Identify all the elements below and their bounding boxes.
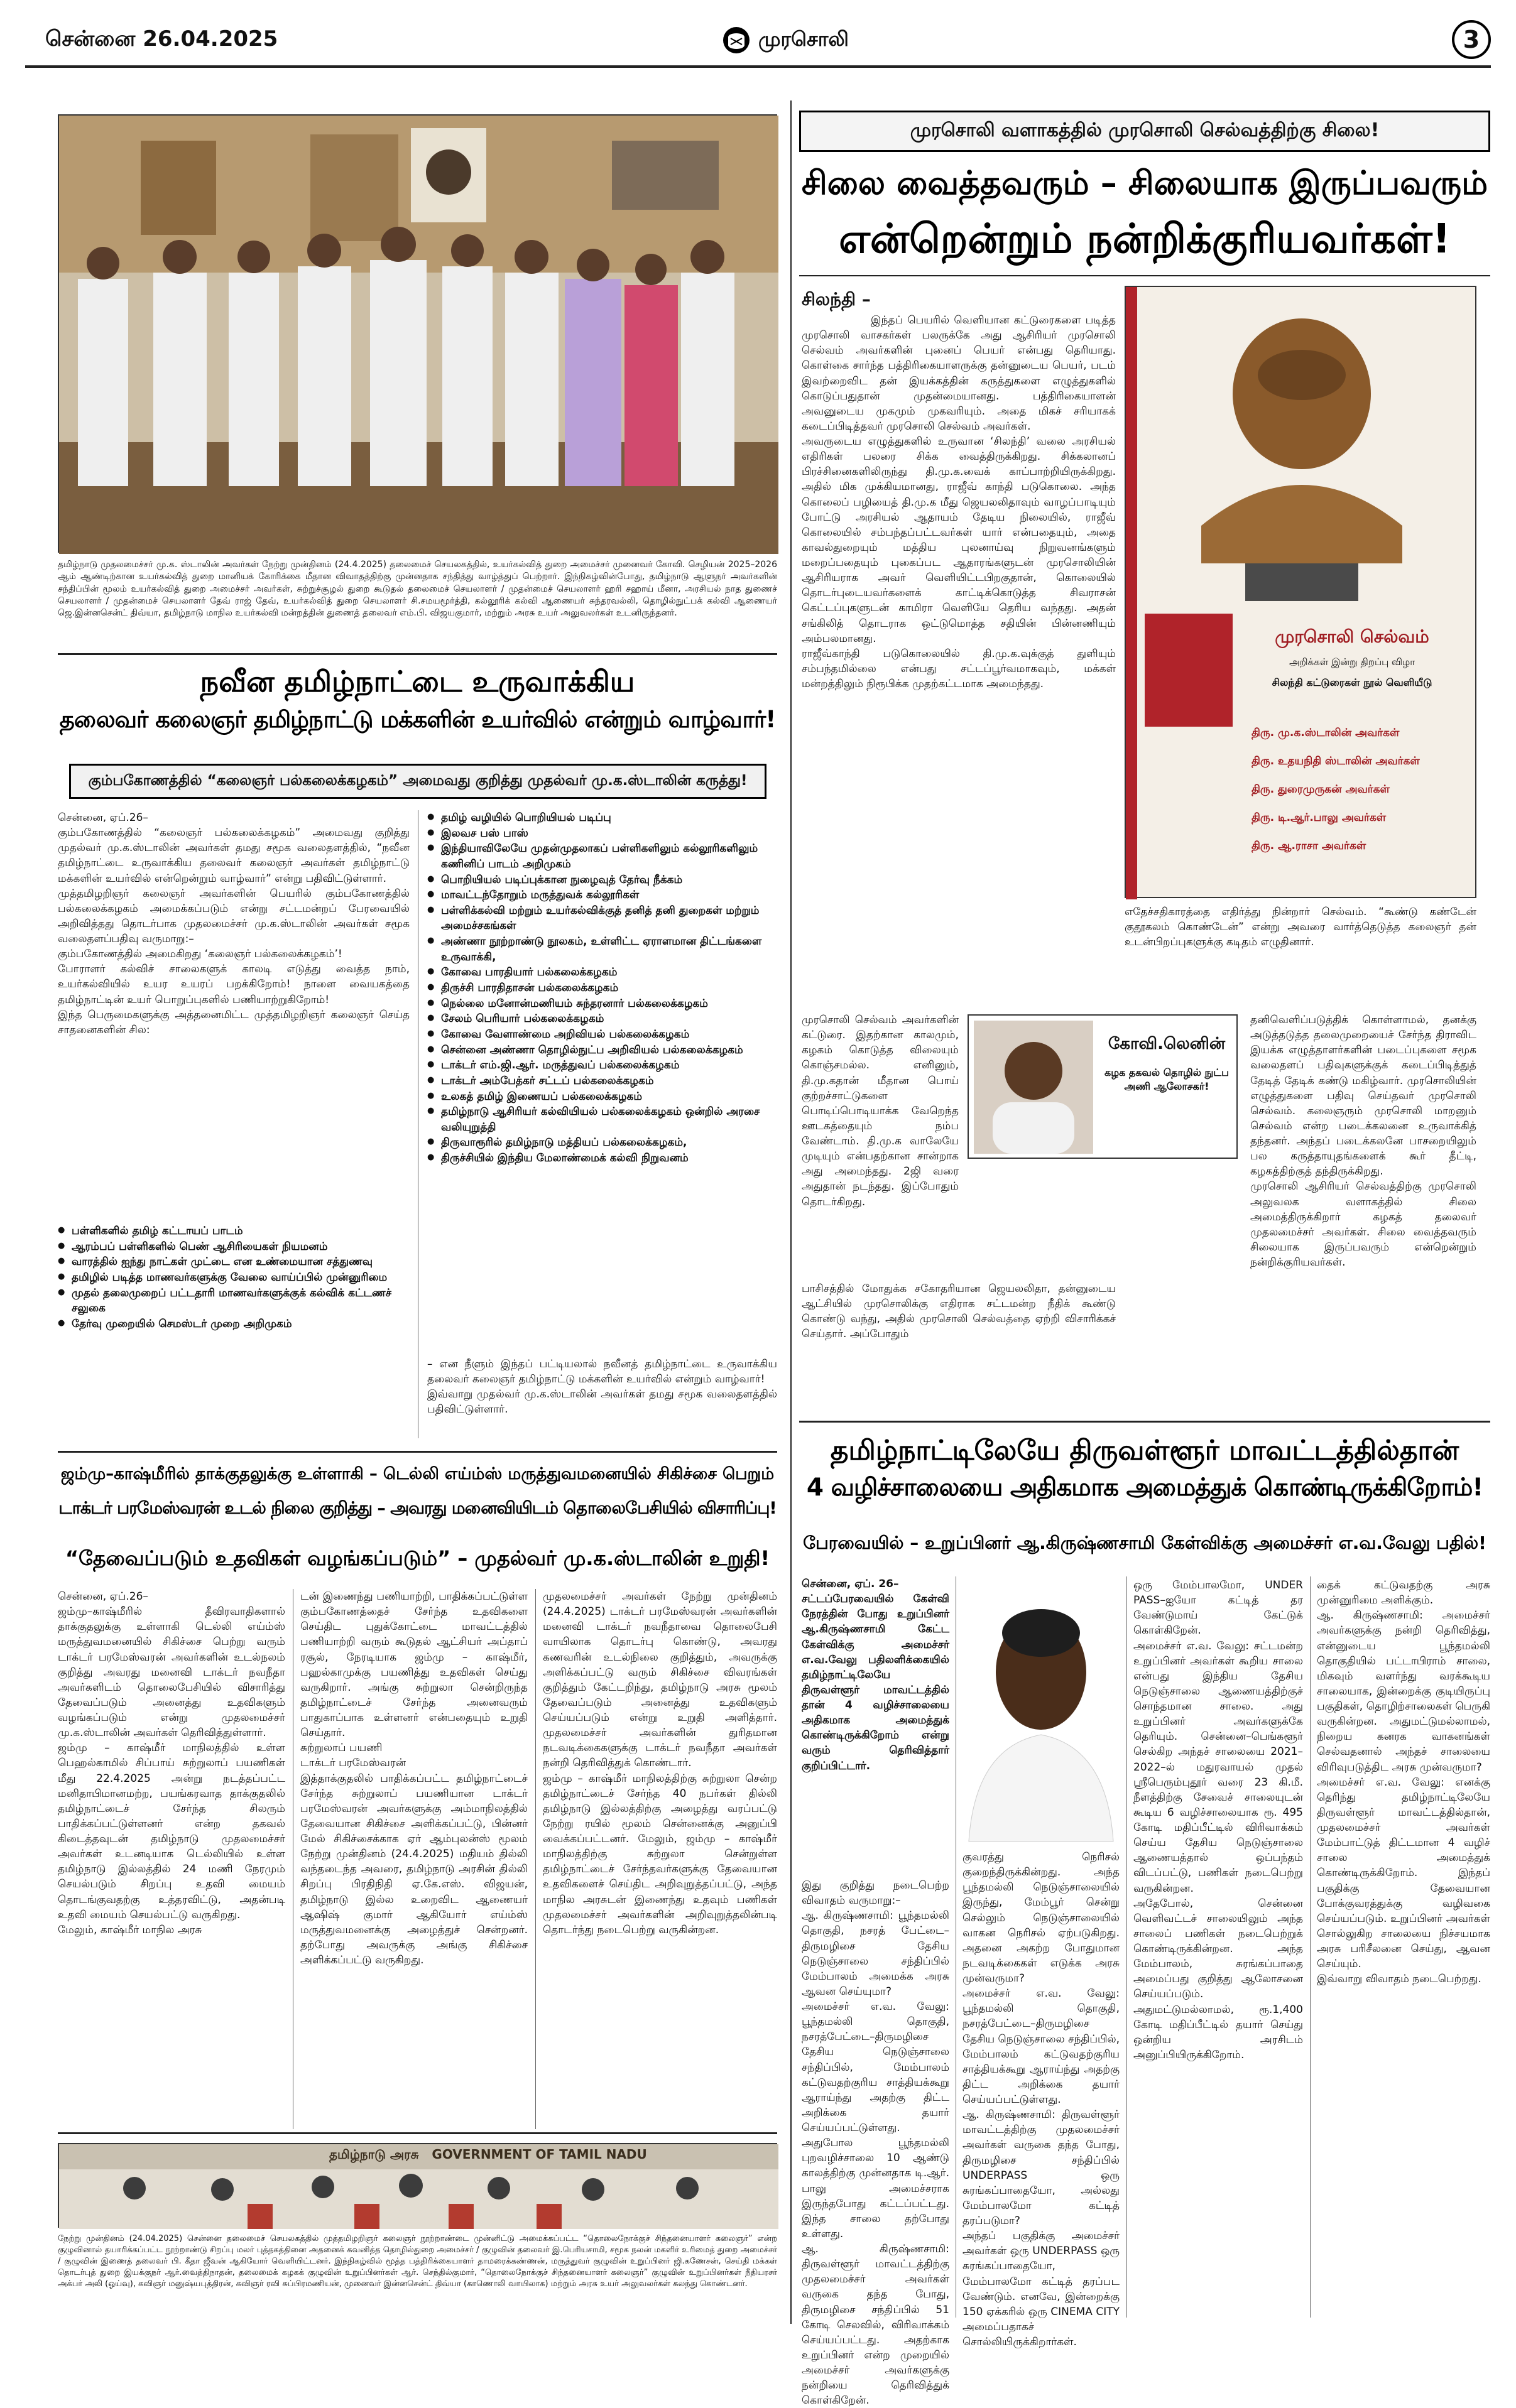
masthead-date: சென்னை 26.04.2025 bbox=[45, 26, 278, 52]
statue-banner bbox=[799, 111, 1490, 152]
list-item: ● முதல் தலைமுறைப் பட்டதாரி மாணவர்களுக்குக் கல்விக் கட்டணச் சலுகை bbox=[58, 1286, 410, 1316]
university-deck-text: கும்பகோணத்தில் “கலைஞர் பல்கலைக்கழகம்” அமைவது குறித்து முதல்வர் மு.க.ஸ்டாலின் கருத்து! bbox=[88, 772, 748, 789]
masthead-rule bbox=[25, 65, 1491, 68]
list-item: ● சென்னை அண்ணா தொழில்நுட்ப அறிவியல் பல்கலைக்கழகம் bbox=[427, 1043, 777, 1058]
highway-headline: 4 வழிச்சாலையை அதிகமாக அமைத்துக் கொண்டிருக்கிறோம்! bbox=[806, 1473, 1483, 1502]
section-rule bbox=[799, 275, 1490, 276]
health-column-3: முதலமைச்சர் அவர்கள் நேற்று முன்தினம் (24.4.2025) டாக்டர் பரமேஸ்வரன் அவர்களின் மனைவி டாக்டர் நவநீதாவை தொலைபேசி வாயிலாக தொடர்பு கொண்டு, அவரது கணவரின் உடல்நிலை குறித்தும், அவருக்கு அளிக்கப்பட்டு வரும் சிகிச்சை விவரங்கள் குறித்தும் கேட்டறிந்து, தமிழ்நாடு அரசு மூலம் தேவைப்படும் அனைத்து உதவிகளும் செய்யப்படும் என்று உறுதி அளித்தார். முதலமைச்சர் அவர்களின் துரிதமான நடவடிக்கைகளுக்கு டாக்டர் நவநீதா அவர்கள் நன்றி தெரிவித்துக் கொண்டார். ஜம்மு – காஷ்மீர் மாநிலத்திற்கு சுற்றுலா சென்ற தமிழ்நாட்டைச் சேர்ந்த 40 நபர்கள் தில்லி தமிழ்நாடு இல்லத்திற்கு அழைத்து வரப்பட்டு நேற்று ரயில் மூலம் சென்னைக்கு அனுப்பி வைக்கப்பட்டனர். மேலும், ஜம்மு – காஷ்மீர் மாநிலத்திற்கு சுற்றுலா சென்றுள்ள தமிழ்நாட்டைச் சேர்ந்தவர்களுக்கு தேவையான உதவிகளைச் செய்திட அறிவுறுத்தப்பட்டு, அந்த மாநில அரசுடன் இணைந்து உதவும் பணிகள் முதலமைச்சர் அவர்களின் அறிவுறுத்தலின்படி தொடர்ந்து நடைபெற்று வருகின்றன. bbox=[543, 1590, 777, 1936]
list-item: ● வாரத்தில் ஐந்து நாட்கள் முட்டை என உண்மையான சத்துணவு bbox=[58, 1254, 410, 1270]
minister-portrait-image bbox=[962, 1578, 1120, 1841]
list-item: ● தமிழில் படித்த மாணவர்களுக்கு வேலை வாய்ப்பில் முன்னுரிமை bbox=[58, 1270, 410, 1286]
statue-bust-image bbox=[1164, 300, 1440, 601]
section-rule bbox=[58, 1451, 777, 1453]
list-item: ● டாக்டர் எம்.ஜி.ஆர். மருத்துவப் பல்கலைக்கழகம் bbox=[427, 1058, 777, 1073]
list-item: ● டாக்டர் அம்பேத்கர் சட்டப் பல்கலைக்கழகம் bbox=[427, 1073, 777, 1089]
university-column-2-tail: – என நீளும் இந்தப் பட்டியலால் நவீனத் தமிழ்நாட்டை உருவாக்கிய தலைவர் கலைஞர் தமிழ்நாட்டு மக்களின் உயர்வில் என்றும் வாழ்வார்! இவ்வாறு முதல்வர் மு.க.ஸ்டாலின் அவர்கள் தமது சமூக வலைதளத்தில் பதிவிட்டுள்ளார். bbox=[427, 1358, 777, 1416]
author-name: கோவி.லெனின் bbox=[1108, 1034, 1226, 1053]
author-title: கழக தகவல் தொழில் நுட்ப அணி ஆலோசகர்! bbox=[1104, 1066, 1230, 1093]
statue-body-split: முரசொலி செல்வம் அவர்களின் கட்டுரை. இதற்கான காலமும், கழகம் கொடுத்த விலையும் கொஞ்சமல்ல. எனினும், தி.மு.கதான் மீதான பொய் குற்றச்சாட்டுகளை பொடிப்பொடியாக்க வேறெந்த ஊடகத்தையும் நம்ப வேண்டாம். தி.மு.க வாலேயே முடியும் என்பதற்கான சான்றாக அது அமைந்தது. 2ஜி வரை அதுதான் நடந்தது. இப்போதும் தொடர்கிறது. bbox=[802, 1014, 959, 1208]
poster-person-3: திரு. துரைமுருகன் அவர்கள் bbox=[1252, 783, 1390, 796]
highway-kicker: தமிழ்நாட்டிலேயே திருவள்ளூர் மாவட்டத்தில்தான் bbox=[830, 1434, 1459, 1467]
university-deck bbox=[69, 764, 766, 799]
list-item: ● இலவச பஸ் பாஸ் bbox=[427, 826, 777, 842]
poster-person-2: திரு. உதயநிதி ஸ்டாலின் அவர்கள் bbox=[1252, 755, 1420, 767]
list-item: ● பொறியியல் படிப்புக்கான நுழைவுத் தேர்வு நீக்கம் bbox=[427, 872, 777, 888]
poster-person-1: திரு. மு.க.ஸ்டாலின் அவர்கள் bbox=[1252, 727, 1400, 739]
page-divider bbox=[790, 100, 792, 2324]
section-rule bbox=[58, 2132, 777, 2134]
statue-headline-line-1: சிலை வைத்தவரும் – சிலையாக இருப்பவரும் bbox=[801, 165, 1488, 202]
list-item: ● திருச்சியில் இந்திய மேலாண்மைக் கல்வி நிறுவனம் bbox=[427, 1151, 777, 1166]
list-item: ● கோவை வேளாண்மை அறிவியல் பல்கலைக்கழகம் bbox=[427, 1027, 777, 1043]
masthead-center bbox=[685, 23, 886, 58]
poster-left-band bbox=[1126, 287, 1137, 899]
statue-poster bbox=[1125, 286, 1476, 898]
office-scene-image bbox=[59, 116, 778, 554]
column-divider bbox=[1126, 1576, 1127, 2318]
list-item: ● மாவட்டந்தோறும் மருத்துவக் கல்லூரிகள் bbox=[427, 887, 777, 903]
list-item: ● பள்ளிகளில் தமிழ் கட்டாயப் பாடம் bbox=[58, 1223, 410, 1239]
government-banner-text: தமிழ்நாடு அரசு GOVERNMENT OF TAMIL NADU bbox=[329, 2147, 647, 2162]
list-item: ● நெல்லை மனோன்மணியம் சுந்தரனார் பல்கலைக்கழகம் bbox=[427, 996, 777, 1012]
statue-body-1: இந்தப் பெயரில் வெளியான கட்டுரைகளை படித்த முரசொலி வாசகர்கள் பலருக்கே அது ஆசிரியர் முரசொலி செல்வம் அவர்களின் புனைப் பெயர் என்பது தெரியாது. கொள்கை சார்ந்த பத்திரிகையாளருக்கு தன்னுடைய பெயர், படம் இவற்றைவிட தன் இயக்கத்தின் கருத்துகளை எழுத்துகளில் கொடுப்பதுதான் முதன்மையானது. பத்திரிகையாளன் அவனுடைய முகமும் முகவரியும். அதை மிகச் சரியாகக் கடைப்பிடித்தவர் முரசொலி செல்வம் அவர்கள். அவருடைய எழுத்துகளில் உருவான ‘சிலந்தி’ வலை அரசியல் எதிரிகள் பலரை சிக்க வைத்திருக்கிறது. சிக்கலானப் பிரச்சினைகளிலிருந்து தி.மு.க.வைக் காப்பாற்றியிருக்கிறது. அதில் மிக முக்கியமானது, ராஜீவ் காந்தி படுகொலை. அந்த கொலைப் பழியைத் தி.மு.க மீது ஜெயலலிதாவும் வாழப்பாடியும் போட்டு அரசியல் ஆதாயம் தேடிய நிலையில், ராஜீவ் கொலையில் சம்பந்தப்பட்டவர்கள் யார் என்பதையும், அதை காவல்துறையும் மத்திய புலனாய்வு நிறுவனங்களும் மறைப்பதையும் புகைப்பட ஆதாரங்களுடன் முரசொலியின் ஆசிரியராக அவர் வெளியிட்டபிறகுதான், கொலையில் தொடர்புடையவர்களைக் காட்டிக்கொடுத்த சிவராசன் கெட்டப்புகளுடன் காமிரா வெளியே தெரிய வந்தது. அதன் சங்கிலித் தொடராக ஒட்டுமொத்த சதியின் பின்னணியும் அம்பலமானது. ராஜீவ்காந்தி படுகொலையில் தி.மு.க.வுக்குத் துளியும் சம்பந்தமில்லை என்பது சட்டப்பூர்வமாகவும், மக்கள் மன்றத்திலும் நிரூபிக்க முதற்கட்டமாக அமைந்தது. bbox=[802, 314, 1116, 690]
university-headline: தலைவர் கலைஞர் தமிழ்நாட்டு மக்களின் உயர்வில் என்றும் வாழ்வார்! bbox=[59, 706, 776, 733]
list-item: ● பள்ளிக்கல்வி மற்றும் உயர்கல்விக்குத் தனித் தனி துறைகள் மற்றும் அமைச்சகங்கள் bbox=[427, 903, 777, 934]
list-item: ● இந்தியாவிலேயே முதன்முதலாகப் பள்ளிகளிலும் கல்லூரிகளிலும் கணினிப் பாடம் அறிமுகம் bbox=[427, 841, 777, 872]
highway-column-2: குவரத்து நெரிசல் குறைந்திருக்கின்றது. அந்த பூந்தமல்லி நெடுஞ்சாலையில் இருந்து, மேம்பூர் சென்று செல்லும் நெடுஞ்சாலையில் வாகன நெரிசல் ஏற்படுகிறது. அதனை அகற்ற போதுமான நடவடிக்கைகள் எடுக்க அரசு முன்வருமா? அமைச்சர் எ.வ. வேலு: பூந்தமல்லி தொகுதி, நசரத்பேட்டை–திருமழிசை தேசிய நெடுஞ்சாலை சந்திப்பில், மேம்பாலம் கட்டுவதற்குரிய சாத்தியக்கூறு ஆராய்ந்து அதற்கு திட்ட அறிக்கை தயார் செய்யப்பட்டுள்ளது. ஆ. கிருஷ்ணசாமி: திருவள்ளூர் மாவட்டத்திற்கு முதலமைச்சர் அவர்கள் வருகை தந்த போது, திருமழிசை சந்திப்பில் UNDERPASS ஒரு சுரங்கப்பாதையோ, அல்லது மேம்பாலமோ கட்டித் தரப்படுமா? அந்தப் பகுதிக்கு அமைச்சர் அவர்கள் ஒரு UNDERPASS ஒரு சுரங்கப்பாதையோ, மேம்பாலமோ கட்டித் தரப்பட வேண்டும். எனவே, இன்றைக்கு 150 ஏக்கரில் ஒரு CINEMA CITY அமைப்பதாகச் சொல்லியிருக்கிறார்கள். bbox=[962, 1851, 1120, 2348]
poster-person-5: திரு. ஆ.ராசா அவர்கள் bbox=[1252, 840, 1366, 852]
masthead-paper-name: முரசொலி bbox=[758, 27, 849, 51]
statue-banner-text: முரசொலி வளாகத்தில் முரசொலி செல்வத்திற்கு சிலை! bbox=[910, 119, 1380, 141]
highway-column-1: இது குறித்து நடைபெற்ற விவாதம் வருமாறு:– ஆ. கிருஷ்ணசாமி: பூந்தமல்லி தொகுதி, நசரத் பேட்டை–திருமழிசை தேசிய நெடுஞ்சாலை சந்திப்பில் மேம்பாலம் அமைக்க அரசு ஆவன செய்யுமா? அமைச்சர் எ.வ. வேலு: பூந்தமல்லி தொகுதி, நசரத்பேட்டை–திருமழிசை தேசிய நெடுஞ்சாலை சந்திப்பில், மேம்பாலம் கட்டுவதற்குரிய சாத்தியக்கூறு ஆராய்ந்து அதற்கு திட்ட அறிக்கை தயார் செய்யப்பட்டுள்ளது. அதுபோல பூந்தமல்லி புறவழிச்சாலை 10 ஆண்டு காலத்திற்கு முன்னதாக டி.ஆர். பாலு அமைச்சராக இருந்தபோது கட்டப்பட்டது. இந்த சாலை தற்போது உள்ளது. ஆ. கிருஷ்ணசாமி: திருவள்ளூர் மாவட்டத்திற்கு முதலமைச்சர் அவர்கள் வருகை தந்த போது, திருமழிசை சந்திப்பில் 51 கோடி செலவில், விரிவாக்கம் செய்யப்பட்டது. அதற்காக உறுப்பினர் என்ற முறையில் அமைச்சர் அவர்களுக்கு நன்றியை தெரிவித்துக் கொள்கிறேன். bbox=[802, 1879, 949, 2407]
book-release-photo-caption: நேற்று முன்தினம் (24.04.2025) சென்னை தலைமைச் செயலகத்தில் முத்தமிழறிஞர் கலைஞர் நூற்றாண்டை முன்னிட்டு அமைக்கப்பட்ட “தொலைநோக்குச் சிந்தனையாளர் கலைஞர்” என்ற குழுவினால் தயாரிக்கப்பட்ட நூற்றாண்டு சிறப்பு மலர் புத்தகத்தினை அதனைக் கவனித்த தொழில்துறை அமைச்சர் / குழுவின் தலைவர் இ.பெரியசாமி, சமூக நலன் மகளிர் உரிமைத் துறை அமைச்சர் / குழுவின் இணைத் தலைவர் பி. கீதா ஜீவன் ஆகியோர் வெளியிட்டனர். இந்நிகழ்வில் மூத்த பத்திரிக்கையாளர் தாமரைக்கண்ணன், மருத்துவர் குழுவின் உறுப்பினர் ஜி.கணேசன், செய்தி மக்கள் தொடர்புத் துறை இயக்குநர் ஆர்.வைத்திநாதன், தலைமைக் கழகக் குழுவின் உறுப்பினர்கள் ஆர். செந்தில்குமார், “தொலைநோக்குச் சிந்தனையாளர் கலைஞர்” குழுவின் உறுப்பினர்கள் நீதியரசர் அக்பர் அலி (ஓய்வு), கவிஞர் மனுஷ்யபுத்திரன், கவிஞர் ரவி சுப்பிரமணியன், முனைவர் இன்னசென்ட் திவ்யா (காணொலி வாயிலாக) மற்றும் அரசு உயர் அலுவலர்கள் கலந்து கொண்டனர். bbox=[58, 2234, 777, 2289]
poster-caption: எதேச்சதிகாரத்தை எதிர்த்து நின்றார் செல்வம். “கூண்டு கண்டேன் குதூகலம் கொண்டேன்” என்று அவரை வார்த்தெடுத்த கலைஞர் தன் உடன்பிறப்புகளுக்கு கடிதம் எழுதினார். bbox=[1125, 906, 1476, 949]
masthead bbox=[25, 18, 1491, 63]
author-inset bbox=[968, 1014, 1238, 1159]
list-item: ● அண்ணா நூற்றாண்டு நூலகம், உள்ளிட்ட ஏராளமான திட்டங்களை உருவாக்கி, bbox=[427, 934, 777, 965]
author-photo bbox=[974, 1021, 1093, 1154]
column-divider bbox=[1310, 1576, 1311, 2318]
poster-event-line: சிலந்தி கட்டுரைகள் நூல் வெளியீடு bbox=[1272, 676, 1432, 688]
poster-book-title: முரசொலி செல்வம் bbox=[1275, 626, 1429, 647]
list-item: ● தேர்வு முறையில் செமஸ்டர் முறை அறிமுகம் bbox=[58, 1316, 410, 1332]
university-kicker: நவீன தமிழ்நாட்டை உருவாக்கிய bbox=[200, 664, 635, 698]
highway-intro: சென்னை, ஏப். 26– சட்டப்பேரவையில் கேள்வி நேரத்தின் போது உறுப்பினர் ஆ.கிருஷ்ணசாமி கேட்ட கேள்விக்கு அமைச்சர் எ.வ.வேலு பதிலளிக்கையில் தமிழ்நாட்டிலேயே திருவள்ளூர் மாவட்டத்தில் தான் 4 வழிச்சாலையை அதிகமாக அமைத்துக் கொண்டிருக்கிறோம் என்று வரும் தெரிவித்தார் குறிப்பிட்டார். bbox=[802, 1578, 949, 1772]
statue-byline: சிலந்தி – bbox=[802, 289, 871, 310]
column-divider bbox=[535, 1589, 536, 2129]
page-number-badge bbox=[1452, 20, 1491, 59]
list-item: ● தமிழ்நாடு ஆசிரியர் கல்வியியல் பல்கலைக்கழகம் ஒன்றில் அரசை வலியுறுத்தி bbox=[427, 1104, 777, 1135]
university-bullets-col2 bbox=[427, 810, 777, 1166]
university-column-1: சென்னை, ஏப்.26– கும்பகோணத்தில் “கலைஞர் பல்கலைக்கழகம்” அமைவது குறித்து முதல்வர் மு.க.ஸ்டாலின் அவர்கள் தமது சமூக வலைதளத்தில், “நவீன தமிழ்நாட்டை உருவாக்கிய தலைவர் கலைஞர் அவர்கள் தமிழ்நாட்டு மக்களின் உயர்வில் என்றென்றும் வாழ்வார்” என்று பதிவிட்டுள்ளார். முத்தமிழறிஞர் கலைஞர் அவர்களின் பெயரில் கும்பகோணத்தில் பல்கலைக்கழகம் அமைக்கப்படும் என்று சட்டமன்றப் பேரவையில் அறிவித்தது தொடர்பாக முதலமைச்சர் மு.க.ஸ்டாலின் அவர்கள் சமூக வலைதளப்பதிவு வருமாறு:– கும்பகோணத்தில் அமைகிறது ‘கலைஞர் பல்கலைக்கழகம்’! போராளர் கல்விச் சாலைகளுக் காலடி எடுத்து வைத்த நாம், உயர்கல்வியில் உயர உயரப் பறக்கிறோம்! நாளை வையகத்தை தமிழ்நாட்டின் உயர் பொறுப்புகளில் பணியாற்றுகிறோம்! இந்த பெருமைகளுக்கு அத்தனைமிட்ட முத்தமிழறிஞர் கலைஞர் செய்த சாதனைகளின் சில: bbox=[58, 811, 410, 1036]
list-item: ● ஆரம்பப் பள்ளிகளில் பெண் ஆசிரியைகள் நியமனம் bbox=[58, 1239, 410, 1255]
drum-logo-icon bbox=[722, 26, 751, 55]
list-item: ● உலகத் தமிழ் இணையப் பல்கலைக்கழகம் bbox=[427, 1089, 777, 1105]
health-headline: டாக்டர் பரமேஸ்வரன் உடல் நிலை குறித்து – அவரது மனைவியிடம் தொலைபேசியில் விசாரிப்பு! bbox=[58, 1499, 777, 1518]
list-item: ● கோவை பாரதியார் பல்கலைக்கழகம் bbox=[427, 965, 777, 980]
cm-meeting-photo-caption: தமிழ்நாடு முதலமைச்சர் மு.க. ஸ்டாலின் அவர்கள் நேற்று முன்தினம் (24.4.2025) தலைமைச் செயலகத்தில், உயர்கல்வித் துறை அமைச்சர் முனைவர் கோவி. செழியன் 2025–2026 ஆம் ஆண்டிற்கான உயர்கல்வித் துறை மானியக் கோரிக்கை மீதான விவாதத்திற்கு முன்னதாக சந்தித்து வாழ்த்துப் பெற்றார். இந்நிகழ்வின்போது, தமிழ்நாடு ஆளுநர் அவர்களின் சந்திப்பின் மூலம் உயர்கல்வித் துறை அமைச்சர் அவர்கள், சுற்றுச்சூழல் துறை கூடுதல் தலைமைச் செயலாளர் / முதன்மைச் செயலாளர் ஹரி சஹாய் மீனா, அரசியல் நாத துணைச் செயலாளர் / முதன்மைச் செயலாளர் தேவ் ராஜ் தேவ், உயர்கல்வித் துறை செயலாளர் சி.சமயமூர்த்தி, கல்லூரிக் கல்வி ஆணையர் சுந்தரவல்லி, தொழில்நுட்பக் கல்வி ஆணையர் ஜெ.இன்னசென்ட் திவ்யா, தமிழ்நாடு மாநில உயர்கல்வி மன்றத்தின் துணைத் தலைவர் எம்.பி. விஜயகுமார், மற்றும் அரசு உயர் அலுவலர்கள் உடனிருந்தனர். bbox=[58, 560, 777, 619]
list-item: ● தமிழ் வழியில் பொறியியல் படிப்பு bbox=[427, 810, 777, 826]
statue-body-3: தனிவெளிப்படுத்திக் கொள்ளாமல், தனக்கு அடுத்தடுத்த தலைமுறையைச் சேர்ந்த திராவிட இயக்க எழுத்தாளர்களின் படைப்புகளை சமூக வலைதளப் பதிவுகளுக்குக் கடைப்பிடித்துத் தேடித் தேடிக் கண்டு மகிழ்வார். முரசொலியின் எழுத்துகளை பதிவு செய்தவர் முரசொலி செல்வம். கலைஞரும் முரசொலி மாறனும் செல்வம் என்ற படைக்கலனை உருவாக்கித் தந்தனர். அந்தப் படைக்கலனே பாசறையிலும் பல கருத்தாயுதங்களைக் கூர் தீட்டி, கழகத்திற்குத் தந்திருக்கிறது. முரசொலி ஆசிரியர் செல்வத்திற்கு முரசொலி அலுவலக வளாகத்தில் சிலை அமைத்திருக்கிறார் கழகத் தலைவர் முதலமைச்சர் அவர்கள். சிலை வைத்தவரும் சிலையாக இருப்பவரும் என்றென்றும் நன்றிக்குரியவர்கள். bbox=[1250, 1014, 1476, 1269]
page-number: 3 bbox=[1463, 26, 1480, 53]
list-item: ● சேலம் பெரியார் பல்கலைக்கழகம் bbox=[427, 1011, 777, 1027]
author-portrait-image bbox=[974, 1021, 1093, 1154]
list-item: ● திருவாரூரில் தமிழ்நாடு மத்தியப் பல்கலைக்கழகம், bbox=[427, 1135, 777, 1151]
statue-body-2: பாசிசத்தில் மோதுக்க சகோதரியான ஜெயலலிதா, தன்னுடைய ஆட்சியில் முரசொலிக்கு எதிராக சட்டமன்ற நீதிக் கூண்டு கொண்டு வந்து, அதில் முரசொலி செல்வத்தை ஏற்றி விசாரிக்கச் செய்தார். அப்போதும் bbox=[802, 1283, 1116, 1341]
highway-deck: பேரவையில் – உறுப்பினர் ஆ.கிருஷ்ணசாமி கேள்விக்கு அமைச்சர் எ.வ.வேலு பதில்! bbox=[803, 1532, 1486, 1553]
health-column-1: சென்னை, ஏப்.26– ஜம்மு–காஷ்மீரில் தீவிரவாதிகளால் தாக்குதலுக்கு உள்ளாகி டெல்லி எய்ம்ஸ் மருத்துவமனையில் சிகிச்சை பெற்று வரும் டாக்டர் பரமேஸ்வரன் அவர்களின் உடல்நலம் குறித்து அவரது மனைவி டாக்டர் நவநீதா அவர்களிடம் தொலைபேசியில் விசாரித்து தேவைப்படும் அனைத்து உதவிகளும் வழங்கப்படும் என்று முதலமைச்சர் மு.க.ஸ்டாலின் அவர்கள் தெரிவித்துள்ளார். ஜம்மு – காஷ்மீர் மாநிலத்தில் உள்ள பெஹல்காமில் சிப்பாய் சுற்றுலாப் பயணிகள் மீது 22.4.2025 அன்று நடத்தப்பட்ட மனிதாபிமானமற்ற, பயங்கரவாத தாக்குதலில் தமிழ்நாட்டைச் சேர்ந்த சிலரும் பாதிக்கப்பட்டுள்ளனர் என்ற தகவல் கிடைத்தவுடன் தமிழ்நாடு முதலமைச்சர் அவர்கள் உடனடியாக டெல்லியில் உள்ள தமிழ்நாடு இல்லத்தில் 24 மணி நேரமும் செயல்படும் சிறப்பு உதவி மையம் தொடங்குவதற்கு உத்தரவிட்டு, அதன்படி உதவி மையம் செயல்பட்டு வருகிறது. மேலும், காஷ்மீர் மாநில அரசு bbox=[58, 1590, 285, 1936]
highway-column-3: ஒரு மேம்பாலமோ, UNDER PASS–ஐயோ கட்டித் தர வேண்டுமாய் கேட்டுக் கொள்கிறேன். அமைச்சர் எ.வ. வேலு: சட்டமன்ற உறுப்பினர் அவர்கள் கூறிய சாலை என்பது இந்திய தேசிய நெடுஞ்சாலை ஆணையத்திற்குச் சொந்தமான சாலை. அது உறுப்பினர் அவர்களுக்கே தெரியும். சென்னை–பெங்களூர் செல்கிற அந்தச் சாலையை 2021–2022–ல் மதுரவாயல் முதல் ஸ்ரீபெரும்புதூர் வரை 23 கி.மீ. நீளத்திற்கு சேவைச் சாலையுடன் கூடிய 6 வழிச்சாலையாக ரூ. 495 கோடி மதிப்பீட்டில் விரிவாக்கம் செய்ய தேசிய நெடுஞ்சாலை ஆணையத்தால் ஒப்பந்தம் விடப்பட்டு, பணிகள் நடைபெற்று வருகின்றன. அதேபோல், சென்னை வெளிவட்டச் சாலையிலும் அந்த சாலைப் பணிகள் நடைபெற்றுக் கொண்டிருக்கின்றன. அந்த மேம்பாலம், சுரங்கப்பாதை அமைப்பது குறித்து ஆலோசனை செய்யப்படும். அதுமட்டுமல்லாமல், ரூ.1,400 கோடி மதிப்பீட்டில் தயார் செய்து ஒன்றிய அரசிடம் அனுப்பியிருக்கிறோம். bbox=[1133, 1579, 1303, 2061]
highway-column-4: தைக் கட்டுவதற்கு அரசு முன்னுரிமை அளிக்கும். ஆ. கிருஷ்ணசாமி: அமைச்சர் அவர்களுக்கு நன்றி தெரிவித்து, என்னுடைய பூந்தமல்லி தொகுதியில் பட்டாபிராம் சாலை, மிகவும் வளர்ந்து வரக்கூடிய சாலையாக, இன்றைக்கு குடியிருப்பு பகுதிகள், தொழிற்சாலைகள் பெருகி வருகின்றன. அதுமட்டுமல்லாமல், நிறைய கனரக வாகனங்கள் செல்வதனால் அந்தச் சாலையை விரிவுபடுத்திட அரசு முன்வருமா? அமைச்சர் எ.வ. வேலு: எனக்கு தெரிந்து தமிழ்நாட்டிலேயே திருவள்ளூர் மாவட்டத்தில்தான், முதலமைச்சர் அவர்கள் மேம்பாட்டுத் திட்டமான 4 வழிச் சாலை அமைத்துக் கொண்டிருக்கிறோம். இந்தப் பகுதிக்கு தேவையான போக்குவரத்துக்கு வழிவகை செய்யப்படும். உறுப்பினர் அவர்கள் சொல்லுகிற சாலையை நிச்சயமாக அரசு பரிசீலனை செய்து, ஆவன செய்யும். இவ்வாறு விவாதம் நடைபெற்றது. bbox=[1317, 1579, 1490, 1986]
section-rule bbox=[799, 1421, 1490, 1423]
poster-book-sub: அறிக்கள் இன்று திறப்பு விழா bbox=[1289, 656, 1415, 668]
minister-photo bbox=[962, 1578, 1120, 1841]
health-deck: “தேவைப்படும் உதவிகள் வழங்கப்படும்” – முதல்வர் மு.க.ஸ்டாலின் உறுதி! bbox=[65, 1546, 770, 1570]
health-column-2: டன் இணைந்து பணியாற்றி, பாதிக்கப்பட்டுள்ள கும்பகோணத்தைச் சேர்ந்த உதவிகளை செய்திட புதுக்கோட்டை மாவட்டத்தில் பணியாற்றி வரும் கூடுதல் ஆட்சியர் அப்தாப் ரசூல், நேரடியாக ஜம்மு – காஷ்மீர், பஹல்காமுக்கு பயணித்து உதவிகள் செய்து வருகிறார். அங்கு சுற்றுலா சென்றிருந்த தமிழ்நாட்டைச் சேர்ந்த அனைவரும் பாதுகாப்பாக உள்ளனர் என்பதையும் உறுதி செய்தார். சுற்றுலாப் பயணி டாக்டர் பரமேஸ்வரன் இத்தாக்குதலில் பாதிக்கப்பட்ட தமிழ்நாட்டைச் சேர்ந்த சுற்றுலாப் பயணியான டாக்டர் பரமேஸ்வரன் அவர்களுக்கு அம்மாநிலத்தில் தேவையான சிகிச்சை அளிக்கப்பட்டு, பின்னர் மேல் சிகிச்சைக்காக ஏர் ஆம்புலன்ஸ் மூலம் நேற்று முன்தினம் (24.4.2025) மதியம் தில்லி வந்தடைந்த அவரை, தமிழ்நாடு அரசின் தில்லி சிறப்பு பிரதிநிதி ஏ.கே.எஸ். விஜயன், தமிழ்நாடு இல்ல உறைவிட ஆணையர் ஆஷிஷ் குமார் ஆகியோர் எய்ம்ஸ் மருத்துவமனைக்கு அழைத்துச் சென்றனர். தற்போது அவருக்கு அங்கு சிகிச்சை அளிக்கப்பட்டு வருகிறது. bbox=[300, 1590, 528, 1966]
cm-meeting-photo bbox=[58, 114, 777, 553]
poster-book-cover bbox=[1145, 614, 1233, 727]
list-item: ● திருச்சி பாரதிதாசன் பல்கலைக்கழகம் bbox=[427, 980, 777, 996]
health-kicker: ஜம்மு–காஷ்மீரில் தாக்குதலுக்கு உள்ளாகி – டெல்லி எய்ம்ஸ் மருத்துவமனையில் சிகிச்சை பெறும் bbox=[60, 1465, 775, 1483]
university-bullets-col1 bbox=[58, 1223, 410, 1331]
poster-person-4: திரு. டி.ஆர்.பாலு அவர்கள் bbox=[1252, 811, 1387, 824]
section-rule bbox=[58, 653, 777, 655]
book-release-photo bbox=[58, 2143, 777, 2228]
statue-headline-line-2: என்றென்றும் நன்றிக்குரியவர்கள்! bbox=[839, 216, 1451, 263]
